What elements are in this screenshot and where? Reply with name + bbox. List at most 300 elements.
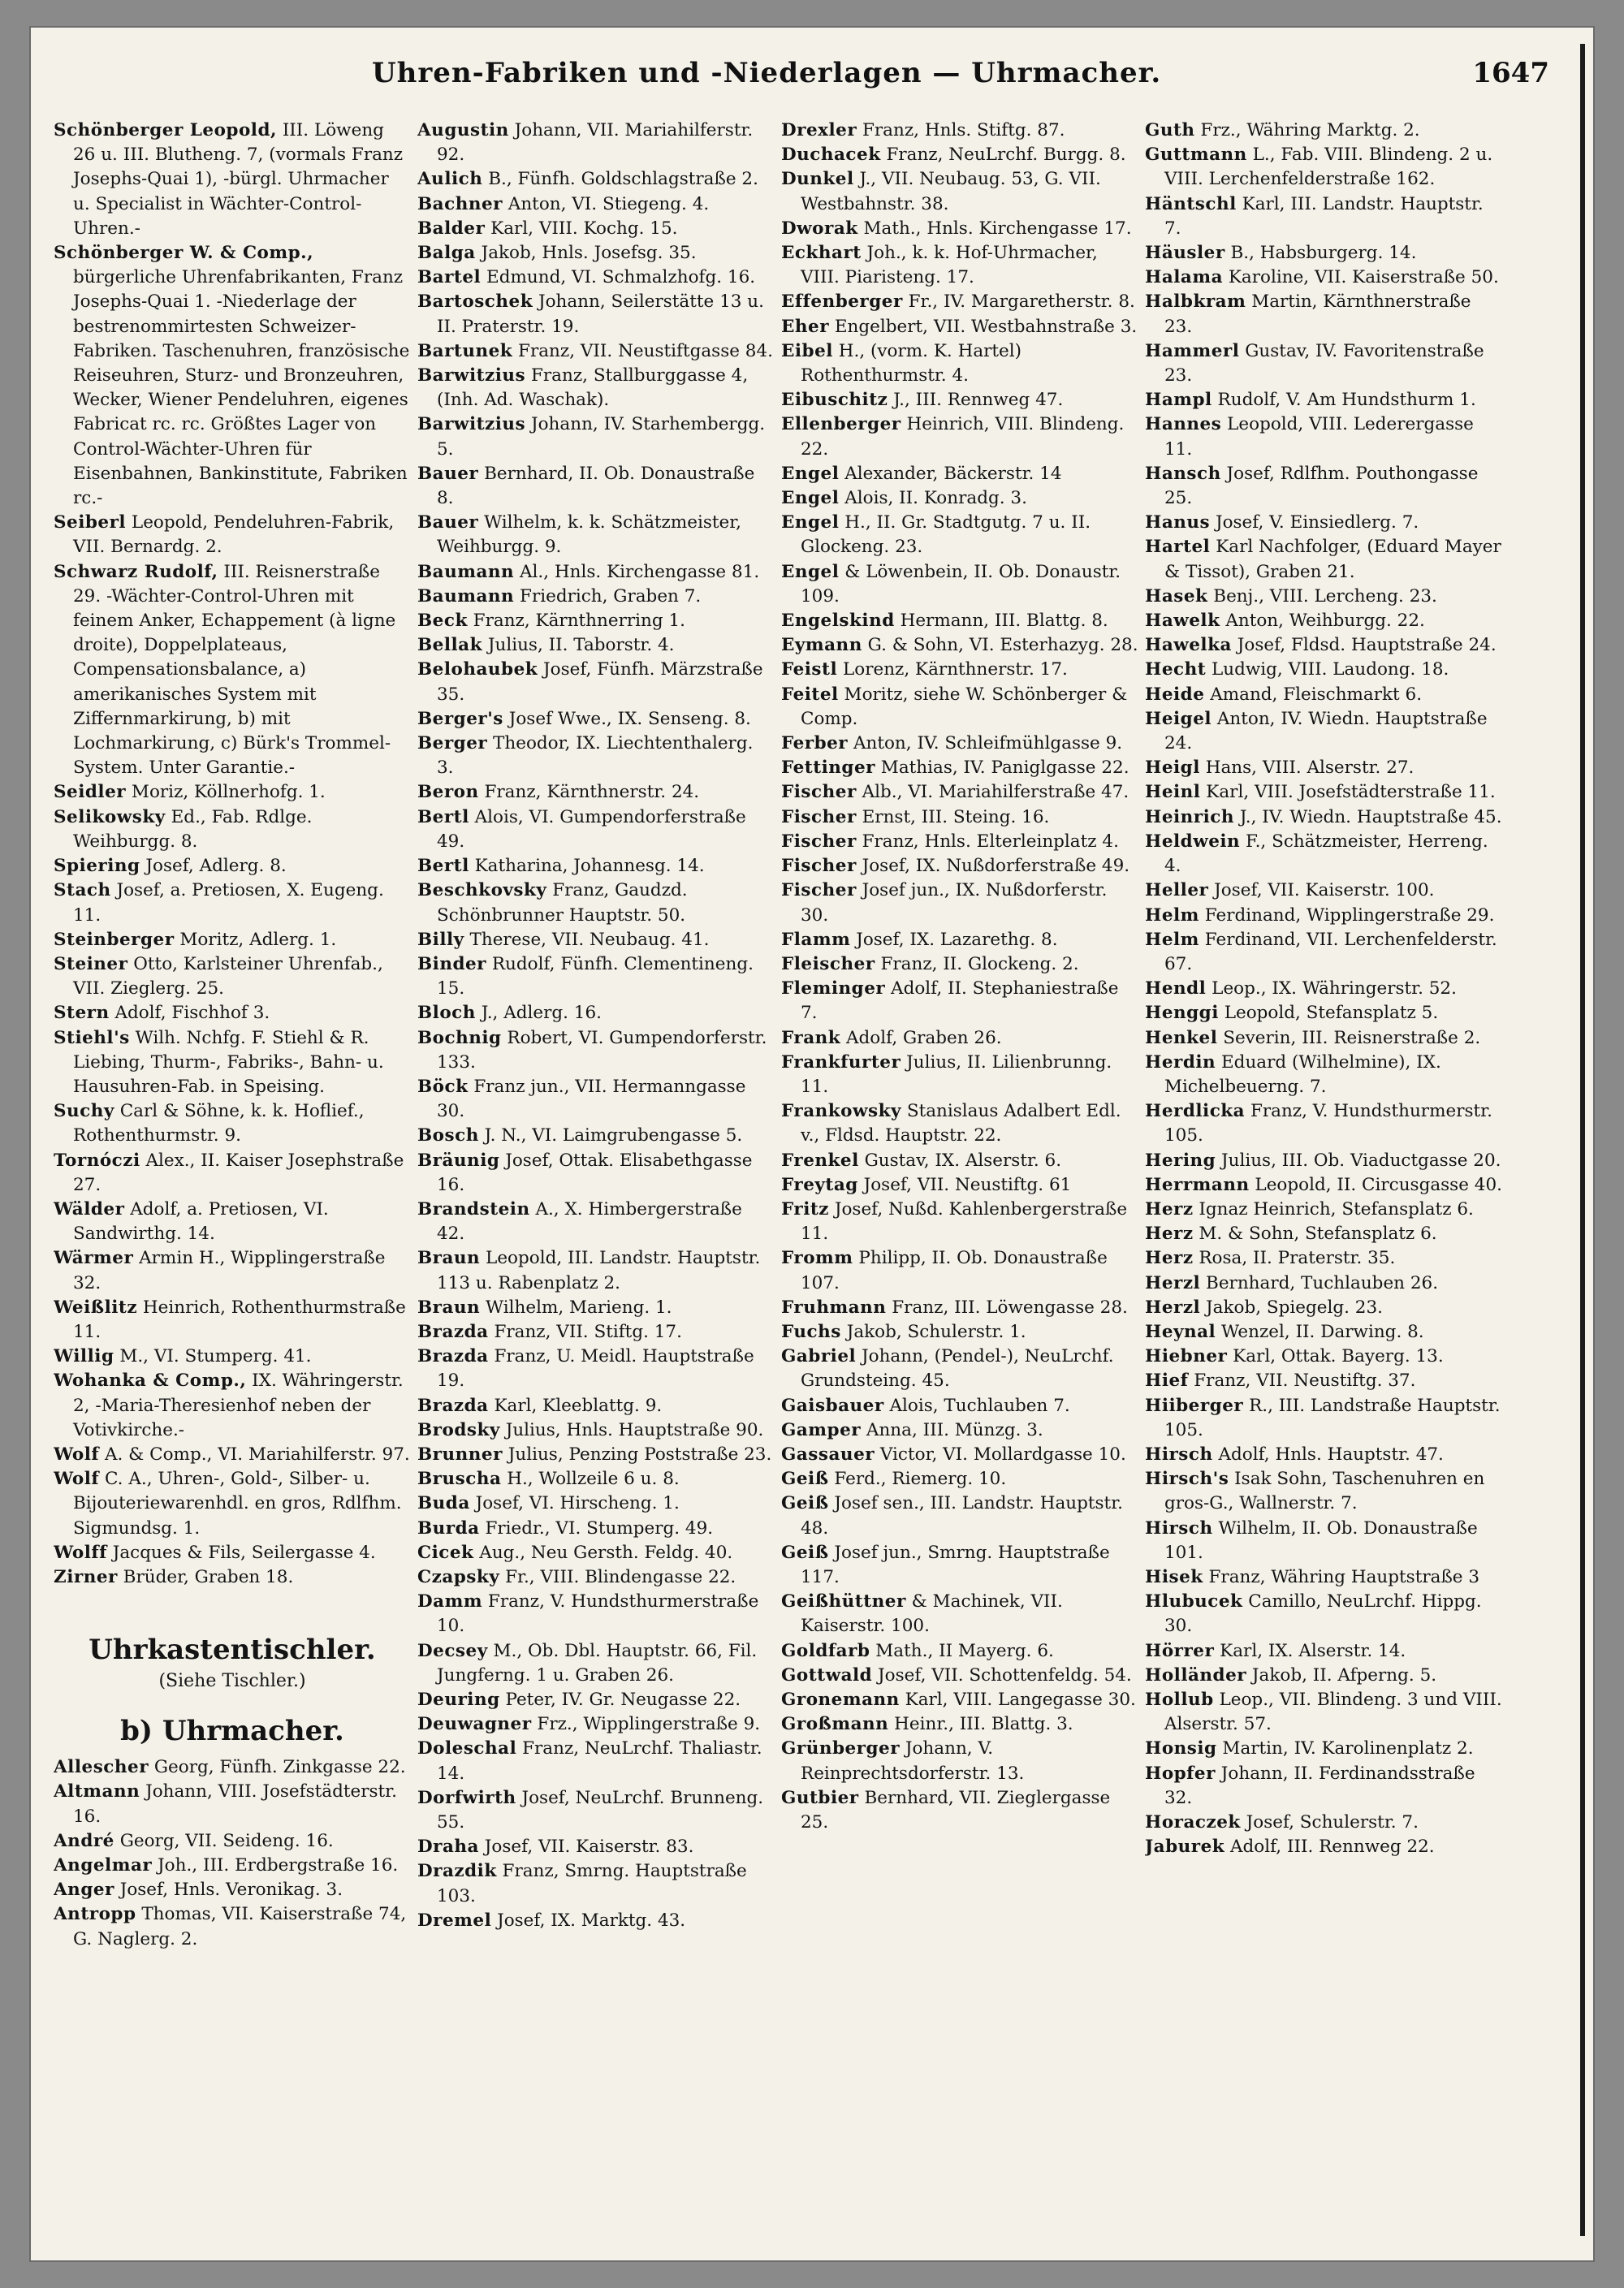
directory-entry bbox=[781, 1296, 1138, 1320]
entry-address: Alexander, Bäckerstr. 14 bbox=[839, 463, 1062, 484]
section-heading-uhrkastentischler: Uhrkastentischler. bbox=[89, 1634, 376, 1667]
directory-entry bbox=[781, 241, 1138, 290]
entry-name: Fleischer bbox=[781, 953, 875, 974]
entry-name: Häusler bbox=[1145, 243, 1225, 264]
entry-address: Johann, Seilerstätte 13 u. II. Praterstr. 19. bbox=[437, 291, 764, 337]
entry-address: J., IV. Wiedn. Hauptstraße 45. bbox=[1234, 806, 1502, 827]
entry-name: Herz bbox=[1145, 1248, 1194, 1269]
directory-entry bbox=[1145, 1296, 1502, 1320]
entry-name: Hanus bbox=[1145, 512, 1211, 533]
entry-address: Adolf, II. Stephaniestraße 7. bbox=[801, 978, 1119, 1024]
entry-address: Franz, V. Hundsthurmerstr. 105. bbox=[1164, 1101, 1492, 1146]
entry-address: Ferd., Riemerg. 10. bbox=[828, 1469, 1007, 1490]
entry-name: Bräunig bbox=[417, 1150, 500, 1171]
directory-entry bbox=[1145, 339, 1502, 388]
entry-name: Engel bbox=[781, 561, 840, 582]
entry-name: Herzl bbox=[1145, 1272, 1201, 1293]
entry-name: Balder bbox=[417, 218, 486, 239]
entry-address: Adolf, III. Rennweg 22. bbox=[1224, 1837, 1435, 1858]
directory-entry bbox=[417, 585, 775, 609]
directory-entry bbox=[417, 364, 775, 412]
entry-list bbox=[1145, 119, 1502, 1859]
entry-name: Herz bbox=[1145, 1198, 1194, 1220]
entry-name: Heynal bbox=[1145, 1321, 1216, 1342]
directory-entry bbox=[781, 290, 1138, 314]
directory-entry bbox=[781, 217, 1138, 241]
page-header bbox=[31, 57, 1574, 106]
entry-name: Damm bbox=[417, 1591, 483, 1612]
entry-address: Josef, VII. Kaiserstr. 100. bbox=[1208, 880, 1435, 901]
directory-entry bbox=[1145, 633, 1502, 658]
directory-entry bbox=[1145, 1320, 1502, 1345]
column-2 bbox=[417, 119, 775, 2246]
entry-address: Adolf, Fischhof 3. bbox=[109, 1003, 270, 1024]
column-4 bbox=[1145, 119, 1502, 2246]
entry-name: Heigel bbox=[1145, 708, 1212, 729]
entry-address: Julius, Hnls. Hauptstraße 90. bbox=[499, 1419, 764, 1440]
directory-entry bbox=[417, 1590, 775, 1638]
entry-name: Geiß bbox=[781, 1469, 829, 1490]
entry-name: Halbkram bbox=[1145, 291, 1246, 313]
entry-address: Josef, VII. Kaiserstr. 83. bbox=[478, 1837, 694, 1858]
entry-name: Steiner bbox=[54, 953, 128, 974]
entry-address: Stanislaus Adalbert Edl. v., Fldsd. Hauptstr. 22. bbox=[801, 1101, 1121, 1146]
entry-address: Johann, V. Reinprechtsdorferstr. 13. bbox=[801, 1738, 1025, 1784]
entry-name: Steinberger bbox=[54, 929, 175, 950]
entry-name: Hisek bbox=[1145, 1566, 1203, 1587]
entry-name: Herdlicka bbox=[1145, 1101, 1246, 1122]
entry-address: Moriz, Köllnerhofg. 1. bbox=[126, 782, 326, 803]
entry-name: Hawelka bbox=[1145, 635, 1232, 656]
entry-address: Aug., Neu Gersth. Feldg. 40. bbox=[473, 1542, 733, 1563]
directory-entry bbox=[54, 1902, 411, 1951]
entry-name: Hlubucek bbox=[1145, 1591, 1243, 1612]
directory-entry bbox=[54, 1149, 411, 1198]
entry-name: Hansch bbox=[1145, 463, 1221, 484]
entry-name: Ferber bbox=[781, 733, 849, 754]
entry-address: Karoline, VII. Kaiserstraße 50. bbox=[1223, 267, 1499, 288]
entry-address: Heinrich, Rothenthurmstraße 11. bbox=[73, 1297, 406, 1342]
entry-name: Drazdik bbox=[417, 1861, 497, 1882]
directory-entry bbox=[1145, 977, 1502, 1001]
entry-name: Engel bbox=[781, 512, 840, 533]
entry-address: Martin, IV. Karolinenplatz 2. bbox=[1216, 1738, 1474, 1759]
directory-entry bbox=[1145, 585, 1502, 609]
directory-entry bbox=[781, 805, 1138, 830]
directory-entry bbox=[781, 388, 1138, 412]
entry-name: Frankfurter bbox=[781, 1051, 901, 1073]
entry-name: Draha bbox=[417, 1837, 479, 1858]
directory-entry bbox=[1145, 1835, 1502, 1859]
entry-name: Brandstein bbox=[417, 1198, 530, 1220]
directory-entry bbox=[417, 1541, 775, 1565]
directory-entry bbox=[54, 879, 411, 927]
directory-entry bbox=[781, 143, 1138, 167]
entry-name: Bachner bbox=[417, 193, 503, 214]
entry-name: Billy bbox=[417, 929, 464, 950]
entry-name: Honsig bbox=[1145, 1738, 1217, 1759]
directory-entry bbox=[54, 805, 411, 854]
entry-address: Ferdinand, Wipplingerstraße 29. bbox=[1199, 904, 1495, 926]
entry-address: Alois, II. Konradg. 3. bbox=[839, 488, 1027, 509]
directory-entry bbox=[417, 1246, 775, 1295]
entry-name: Bertl bbox=[417, 856, 469, 877]
entry-address: Ernst, III. Steing. 16. bbox=[856, 806, 1050, 827]
section-heading-uhrmacher: b) Uhrmacher. bbox=[120, 1715, 344, 1748]
entry-address: Karl, Kleeblattg. 9. bbox=[488, 1395, 663, 1416]
directory-entry bbox=[417, 1198, 775, 1246]
entry-address: M., Ob. Dbl. Hauptstr. 66, Fil. Jungferng. 1 u. Graben 26. bbox=[437, 1640, 758, 1686]
entry-name: André bbox=[54, 1830, 114, 1851]
entry-name: Fischer bbox=[781, 856, 857, 877]
directory-entry bbox=[417, 1001, 775, 1025]
entry-name: Gabriel bbox=[781, 1346, 857, 1367]
entry-name: Dworak bbox=[781, 218, 858, 239]
entry-name: Wolff bbox=[54, 1542, 107, 1563]
entry-address: Friedr., VI. Stumperg. 49. bbox=[479, 1517, 714, 1539]
entry-name: Cicek bbox=[417, 1542, 474, 1563]
entry-address: Franz, VII. Neustiftg. 37. bbox=[1188, 1371, 1416, 1392]
entry-name: Fischer bbox=[781, 831, 857, 852]
directory-entry bbox=[1145, 1345, 1502, 1369]
entry-address: Franz, NeuLrchf. Thaliastr. 14. bbox=[437, 1738, 762, 1784]
entry-name: Belohaubek bbox=[417, 659, 538, 680]
entry-address: Franz, Kärnthnerstr. 24. bbox=[478, 782, 700, 803]
directory-entry bbox=[417, 658, 775, 706]
entry-name: Beschkovsky bbox=[417, 880, 547, 901]
entry-address: Julius, Penzing Poststraße 23. bbox=[502, 1444, 772, 1465]
entry-name: Heigl bbox=[1145, 758, 1200, 779]
directory-entry bbox=[781, 1712, 1138, 1737]
directory-entry bbox=[417, 462, 775, 511]
entry-address: Franz, VII. Stiftg. 17. bbox=[488, 1321, 682, 1342]
directory-entry bbox=[54, 1026, 411, 1100]
entry-address: Josef, VII. Schottenfeldg. 54. bbox=[872, 1664, 1132, 1686]
entry-address: M., VI. Stumperg. 41. bbox=[114, 1346, 312, 1367]
entry-address: Wilh. Nchfg. F. Stiehl & R. Liebing, Thurm-, Fabriks-, Bahn- u. Hausuhren-Fab. in Speising. bbox=[73, 1027, 384, 1097]
entry-name: Flamm bbox=[781, 929, 851, 950]
entry-name: Fritz bbox=[781, 1198, 830, 1220]
entry-name: Böck bbox=[417, 1076, 469, 1097]
directory-entry bbox=[781, 879, 1138, 927]
entry-name: Brazda bbox=[417, 1321, 489, 1342]
entry-name: Bertl bbox=[417, 806, 469, 827]
directory-entry bbox=[1145, 1051, 1502, 1099]
directory-entry bbox=[1145, 241, 1502, 265]
entry-name: Stiehl's bbox=[54, 1027, 130, 1048]
entry-address: Josef, Rdlfhm. Pouthongasse 25. bbox=[1164, 463, 1479, 509]
entry-name: Geißhüttner bbox=[781, 1591, 906, 1612]
directory-entry bbox=[1145, 780, 1502, 805]
directory-entry bbox=[417, 560, 775, 585]
entry-address: J., III. Rennweg 47. bbox=[888, 390, 1064, 411]
entry-address: Johann, VIII. Josefstädterstr. 16. bbox=[73, 1781, 397, 1827]
directory-entry bbox=[54, 1829, 411, 1854]
entry-address: Karl, IX. Alserstr. 14. bbox=[1214, 1640, 1406, 1661]
directory-entry bbox=[417, 265, 775, 290]
entry-name: Braun bbox=[417, 1297, 481, 1318]
column-3 bbox=[781, 119, 1138, 2246]
entry-name: Fischer bbox=[781, 782, 857, 803]
entry-address: Karl, VIII. Kochg. 15. bbox=[485, 218, 678, 239]
entry-name: Berger's bbox=[417, 708, 503, 729]
entry-address: Joh., III. Erdbergstraße 16. bbox=[152, 1855, 399, 1876]
entry-address: Mathias, IV. Paniglgasse 22. bbox=[875, 758, 1129, 779]
directory-entry bbox=[781, 1246, 1138, 1295]
entry-address: Moritz, siehe W. Schönberger & Comp. bbox=[801, 684, 1128, 729]
entry-name: Bartunek bbox=[417, 340, 513, 361]
entry-address: Math., Hnls. Kirchengasse 17. bbox=[857, 218, 1132, 239]
entry-name: Hörrer bbox=[1145, 1640, 1215, 1661]
directory-entry bbox=[1145, 1001, 1502, 1025]
entry-name: Heinrich bbox=[1145, 806, 1235, 827]
entry-address: Alois, VI. Gumpendorferstraße 49. bbox=[437, 806, 746, 852]
directory-entry bbox=[1145, 535, 1502, 584]
entry-name: Willig bbox=[54, 1346, 114, 1367]
directory-entry bbox=[1145, 707, 1502, 756]
directory-entry bbox=[781, 1786, 1138, 1835]
entry-name: Schönberger W. & Comp., bbox=[54, 243, 314, 264]
entry-address: Bernhard, Tuchlauben 26. bbox=[1200, 1272, 1439, 1293]
directory-entry bbox=[1145, 290, 1502, 339]
entry-name: Weißlitz bbox=[54, 1297, 138, 1318]
entry-name: Bruscha bbox=[417, 1469, 502, 1490]
entry-address: A. & Comp., VI. Mariahilferstr. 97. bbox=[99, 1444, 410, 1465]
entry-name: Beron bbox=[417, 782, 479, 803]
directory-entry bbox=[417, 854, 775, 879]
directory-entry bbox=[781, 1467, 1138, 1492]
entry-address: Johann, IV. Starhembergg. 5. bbox=[437, 414, 766, 460]
entry-address: Rosa, II. Praterstr. 35. bbox=[1193, 1248, 1396, 1269]
entry-name: Ellenberger bbox=[781, 414, 901, 435]
entry-list bbox=[417, 119, 775, 1933]
directory-entry bbox=[781, 486, 1138, 511]
entry-name: Fettinger bbox=[781, 758, 875, 779]
entry-name: Fruhmann bbox=[781, 1297, 887, 1318]
entry-name: Bosch bbox=[417, 1125, 479, 1146]
entry-address: Wilhelm, k. k. Schätzmeister, Weihburgg. 9. bbox=[437, 512, 741, 558]
entry-name: Fleminger bbox=[781, 978, 886, 999]
entry-name: Czapsky bbox=[417, 1566, 500, 1587]
entry-name: Häntschl bbox=[1145, 193, 1237, 214]
entry-address: Jakob, II. Afperng. 5. bbox=[1246, 1664, 1437, 1686]
entry-name: Hirsch's bbox=[1145, 1469, 1229, 1490]
page-number: 1647 bbox=[1472, 57, 1549, 89]
directory-entry bbox=[417, 1149, 775, 1198]
directory-entry bbox=[1145, 1222, 1502, 1246]
directory-entry bbox=[54, 1001, 411, 1025]
entry-address: Franz, II. Glockeng. 2. bbox=[875, 953, 1079, 974]
directory-entry bbox=[54, 952, 411, 1001]
entry-address: J. N., VI. Laimgrubengasse 5. bbox=[478, 1125, 743, 1146]
directory-entry bbox=[54, 1296, 411, 1345]
entry-name: Goldfarb bbox=[781, 1640, 870, 1661]
entry-address: & Machinek, VII. Kaiserstr. 100. bbox=[801, 1591, 1063, 1637]
entry-address: Theodor, IX. Liechtenthalerg. 3. bbox=[437, 733, 754, 779]
entry-address: Adolf, Hnls. Hauptstr. 47. bbox=[1212, 1444, 1444, 1465]
entry-address: Hans, VIII. Alserstr. 27. bbox=[1199, 758, 1415, 779]
directory-entry bbox=[54, 119, 411, 241]
entry-address: J., VII. Neubaug. 53, G. VII. Westbahnstr. 38. bbox=[801, 169, 1101, 214]
entry-address: Leopold, Stefansplatz 5. bbox=[1218, 1003, 1439, 1024]
entry-address: M. & Sohn, Stefansplatz 6. bbox=[1193, 1224, 1437, 1245]
entry-name: Frank bbox=[781, 1027, 841, 1048]
entry-name: Duchacek bbox=[781, 145, 881, 166]
entry-name: Henkel bbox=[1145, 1027, 1218, 1048]
entry-address: Franz, U. Meidl. Hauptstraße 19. bbox=[437, 1346, 754, 1392]
directory-entry bbox=[781, 854, 1138, 879]
entry-address: Heinrich, VIII. Blindeng. 22. bbox=[801, 414, 1125, 460]
entry-name: Frenkel bbox=[781, 1150, 859, 1171]
entry-name: Berger bbox=[417, 733, 488, 754]
entry-address: Franz, Währing Hauptstraße 3 bbox=[1203, 1566, 1480, 1587]
entry-address: Alex., II. Kaiser Josephstraße 27. bbox=[73, 1150, 404, 1195]
entry-address: Julius, II. Taborstr. 4. bbox=[482, 635, 675, 656]
entry-name: Herrmann bbox=[1145, 1174, 1250, 1195]
directory-entry bbox=[781, 683, 1138, 732]
entry-name: Fuchs bbox=[781, 1321, 841, 1342]
entry-address: Martin, Kärnthnerstraße 23. bbox=[1164, 291, 1471, 337]
entry-name: Hannes bbox=[1145, 414, 1222, 435]
directory-entry bbox=[781, 1051, 1138, 1099]
directory-entry bbox=[1145, 658, 1502, 682]
entry-name: Bartoschek bbox=[417, 291, 533, 313]
entry-address: Josef Wwe., IX. Senseng. 8. bbox=[503, 708, 751, 729]
entry-address: Jakob, Hnls. Josefsg. 35. bbox=[475, 243, 697, 264]
directory-entry bbox=[1145, 1099, 1502, 1148]
directory-entry bbox=[417, 1492, 775, 1516]
directory-entry bbox=[417, 928, 775, 952]
entry-address: Thomas, VII. Kaiserstraße 74, G. Naglerg. 2. bbox=[73, 1904, 407, 1949]
entry-name: Bochnig bbox=[417, 1027, 502, 1048]
directory-entry bbox=[54, 1198, 411, 1246]
entry-name: Grünberger bbox=[781, 1738, 901, 1759]
entry-address: Franz, Smrng. Hauptstraße 103. bbox=[437, 1861, 747, 1906]
directory-entry bbox=[781, 658, 1138, 682]
directory-entry bbox=[417, 1737, 775, 1785]
directory-entry bbox=[54, 1345, 411, 1369]
entry-address: Hermann, III. Blattg. 8. bbox=[894, 611, 1108, 632]
directory-entry bbox=[1145, 756, 1502, 780]
entry-address: Wenzel, II. Darwing. 8. bbox=[1216, 1321, 1424, 1342]
directory-entry bbox=[1145, 1639, 1502, 1664]
entry-address: Adolf, a. Pretiosen, VI. Sandwirthg. 14. bbox=[73, 1198, 329, 1245]
entry-name: Eibuschitz bbox=[781, 390, 888, 411]
directory-entry bbox=[417, 707, 775, 732]
entry-address: Josef, VII. Neustiftg. 61 bbox=[857, 1174, 1072, 1195]
entry-name: Allescher bbox=[54, 1757, 149, 1778]
entry-name: Decsey bbox=[417, 1640, 488, 1661]
entry-address: III. Reisnerstraße 29. -Wächter-Control-Uhren mit feinem Anker, Echappement (à ligne droite), Doppelplateaus, Compensationsbalance, a) amerikanisches System mit Ziffernmarkirung, b) mit Lochmarkirung, c) Bürk's Trommel-System. Unter Garantie.- bbox=[73, 561, 396, 779]
directory-entry bbox=[54, 1541, 411, 1565]
entry-name: Barwitzius bbox=[417, 414, 526, 435]
entry-address: R., III. Landstraße Hauptstr. 105. bbox=[1164, 1395, 1501, 1440]
entry-name: Burda bbox=[417, 1517, 480, 1539]
directory-entry bbox=[781, 732, 1138, 756]
entry-name: Angelmar bbox=[54, 1855, 153, 1876]
entry-address: Franz, Stallburggasse 4, (Inh. Ad. Waschak). bbox=[437, 365, 749, 411]
directory-entry bbox=[417, 1786, 775, 1835]
entry-address: Victor, VI. Mollardgasse 10. bbox=[875, 1444, 1126, 1465]
entry-name: Hering bbox=[1145, 1150, 1216, 1171]
directory-entry bbox=[417, 952, 775, 1001]
entry-address: Peter, IV. Gr. Neugasse 22. bbox=[499, 1690, 741, 1710]
entry-address: Josef, IX. Marktg. 43. bbox=[491, 1910, 686, 1931]
entry-name: Heide bbox=[1145, 684, 1205, 705]
directory-entry bbox=[54, 1565, 411, 1590]
entry-name: Bartel bbox=[417, 267, 482, 288]
entry-address: Moritz, Adlerg. 1. bbox=[174, 929, 337, 950]
entry-address: H., Wollzeile 6 u. 8. bbox=[501, 1469, 680, 1490]
entry-name: Henggi bbox=[1145, 1003, 1219, 1024]
entry-address: Karl Nachfolger, (Eduard Mayer & Tissot), Graben 21. bbox=[1164, 537, 1501, 582]
entry-name: Halama bbox=[1145, 267, 1224, 288]
directory-page bbox=[31, 28, 1593, 2260]
entry-name: Fromm bbox=[781, 1248, 853, 1269]
directory-entry bbox=[1145, 143, 1502, 192]
entry-name: Schwarz Rudolf, bbox=[54, 561, 218, 582]
entry-address: G. & Sohn, VI. Esterhazyg. 28. bbox=[862, 635, 1138, 656]
directory-entry bbox=[781, 1688, 1138, 1712]
directory-entry bbox=[417, 511, 775, 559]
directory-entry bbox=[54, 1467, 411, 1541]
directory-entry bbox=[417, 1639, 775, 1688]
entry-address: Fr., IV. Margaretherstr. 8. bbox=[902, 291, 1135, 313]
entry-name: Gronemann bbox=[781, 1690, 900, 1710]
directory-entry bbox=[54, 1755, 411, 1780]
directory-entry bbox=[1145, 879, 1502, 903]
entry-address: Julius, III. Ob. Viaductgasse 20. bbox=[1216, 1150, 1501, 1171]
entry-address: Anton, VI. Stiegeng. 4. bbox=[502, 193, 710, 214]
directory-entry bbox=[54, 1443, 411, 1467]
directory-entry bbox=[417, 290, 775, 339]
directory-entry bbox=[1145, 511, 1502, 535]
entry-name: Freytag bbox=[781, 1174, 858, 1195]
directory-entry bbox=[1145, 1517, 1502, 1565]
entry-name: Bauer bbox=[417, 512, 479, 533]
entry-name: Gutbier bbox=[781, 1787, 859, 1808]
entry-address: Franz, VII. Neustiftgasse 84. bbox=[512, 340, 774, 361]
entry-address: Franz, NeuLrchf. Burgg. 8. bbox=[880, 145, 1126, 166]
entry-name: Hirsch bbox=[1145, 1444, 1213, 1465]
directory-entry bbox=[417, 732, 775, 780]
entry-name: Beck bbox=[417, 611, 468, 632]
entry-address: Engelbert, VII. Westbahnstraße 3. bbox=[829, 316, 1138, 337]
directory-entry bbox=[781, 412, 1138, 461]
directory-entry bbox=[54, 511, 411, 559]
entry-name: Hiebner bbox=[1145, 1346, 1228, 1367]
entry-name: Selikowsky bbox=[54, 806, 166, 827]
entry-address: Adolf, Graben 26. bbox=[840, 1027, 1002, 1048]
directory-entry bbox=[1145, 1394, 1502, 1443]
entry-address: Ignaz Heinrich, Stefansplatz 6. bbox=[1193, 1198, 1474, 1220]
page-title: Uhren-Fabriken und -Niederlagen — Uhrmacher. bbox=[372, 57, 1162, 89]
entry-address: Lorenz, Kärnthnerstr. 17. bbox=[837, 659, 1068, 680]
entry-address: Josef, Hnls. Veronikag. 3. bbox=[114, 1880, 343, 1901]
entry-name: Dorfwirth bbox=[417, 1787, 516, 1808]
entry-name: Helm bbox=[1145, 904, 1199, 926]
entry-address: Johann, VII. Mariahilferstr. 92. bbox=[437, 120, 754, 166]
directory-entry bbox=[781, 633, 1138, 658]
entry-address: Josef, Fünfh. Märzstraße 35. bbox=[437, 659, 763, 705]
entry-address: Franz, Hnls. Stiftg. 87. bbox=[857, 120, 1065, 140]
directory-entry bbox=[781, 780, 1138, 805]
directory-entry bbox=[1145, 1026, 1502, 1051]
entry-name: Hawelk bbox=[1145, 611, 1220, 632]
directory-entry bbox=[1145, 1467, 1502, 1516]
directory-entry bbox=[417, 1345, 775, 1393]
entry-address: Ed., Fab. Rdlge. Weihburgg. 8. bbox=[73, 806, 313, 852]
